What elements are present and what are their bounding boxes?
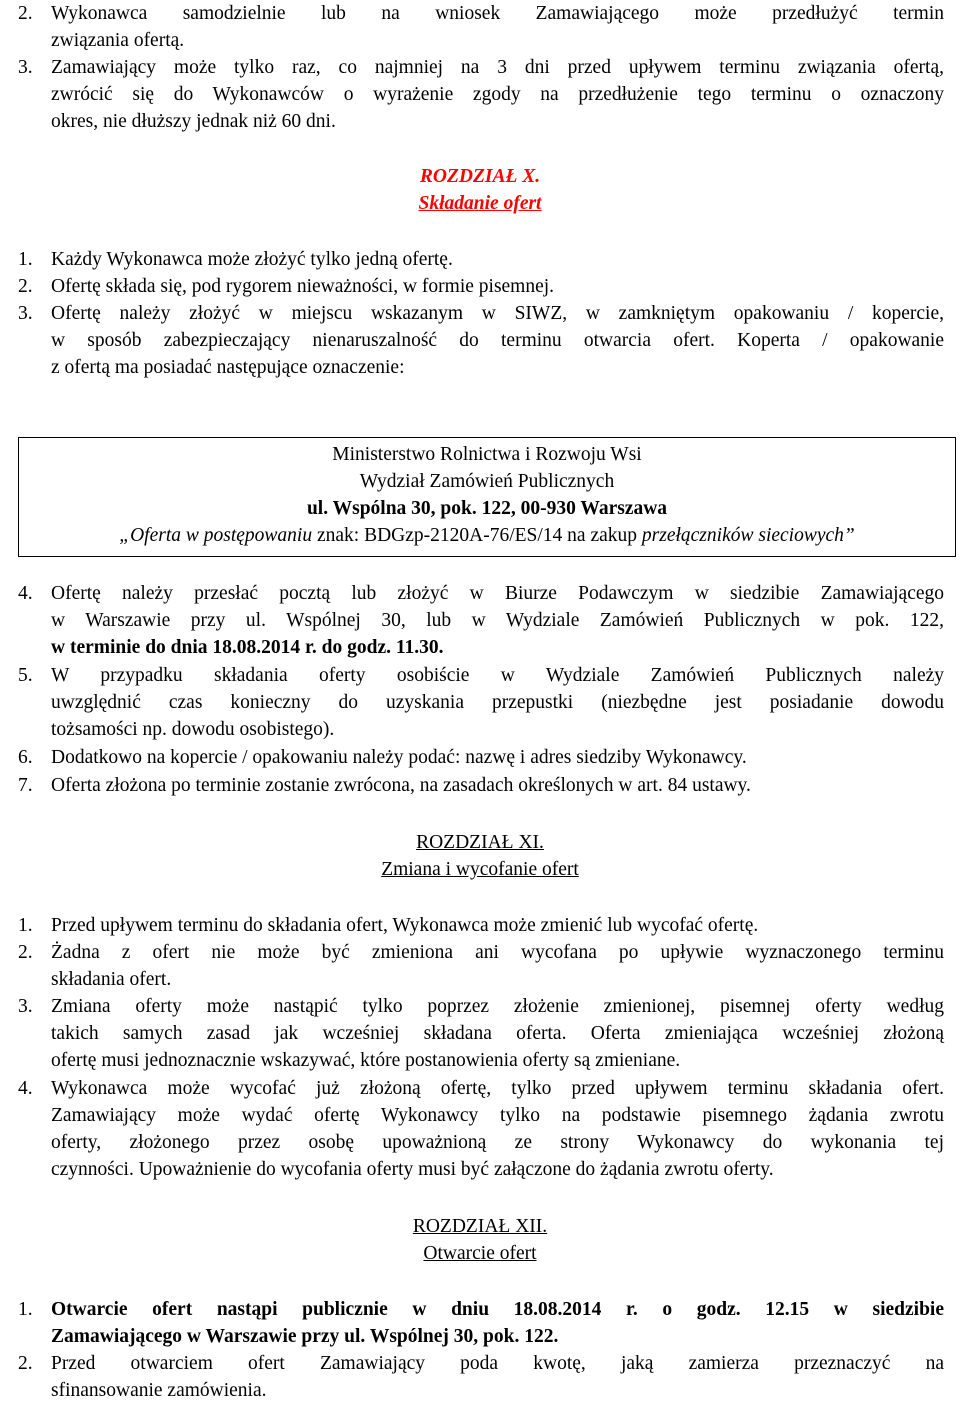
list-item — [18, 1075, 944, 1183]
list-item — [18, 0, 944, 54]
item-number: 7. — [18, 775, 33, 796]
item-text-line: Wykonawca może wycofać już złożoną ofertę, tylko przed upływem terminu składania ofert. — [51, 1078, 944, 1099]
item-text-line: Zamawiający może tylko raz, co najmniej na 3 dni przed upływem terminu związania ofertą, — [51, 57, 944, 78]
item-text-line: zwrócić się do Wykonawców o wyrażenie zgody na przedłużenie tego terminu o oznaczony — [51, 84, 944, 105]
item-text-line: Ofertę należy złożyć w miejscu wskazanym w SIWZ, w zamkniętym opakowaniu / kopercie, — [51, 303, 944, 324]
chapter-title: Składanie ofert — [418, 193, 542, 214]
item-text-line: w Warszawie przy ul. Wspólnej 30, lub w Wydziale Zamówień Publicznych w pok. 122, — [51, 610, 944, 631]
item-text-line: sfinansowanie zamówienia. — [51, 1380, 267, 1401]
item-number: 6. — [18, 747, 33, 768]
envelope-line-ministry: Ministerstwo Rolnictwa i Rozwoju Wsi — [332, 444, 642, 465]
item-text-line: W przypadku składania oferty osobiście w Wydziale Zamówień Publicznych należy — [51, 665, 944, 686]
item-text-line: w sposób zabezpieczający nienaruszalność do terminu otwarcia ofert. Koperta / opakowanie — [51, 330, 944, 351]
item-number: 1. — [18, 249, 33, 270]
item-number: 3. — [18, 996, 33, 1017]
list-item — [18, 54, 944, 135]
item-number: 4. — [18, 583, 33, 604]
item-text-line: Oferta złożona po terminie zostanie zwrócona, na zasadach określonych w art. 84 ustawy. — [51, 775, 751, 796]
item-text-line: Przed upływem terminu do składania ofert, Wykonawca może zmienić lub wycofać ofertę. — [51, 915, 759, 936]
item-text-line: tożsamości np. dowodu osobistego). — [51, 719, 335, 740]
item-text-line: czynności. Upoważnienie do wycofania oferty musi być załączone do żądania zwrotu oferty. — [51, 1159, 774, 1180]
item-number: 2. — [18, 942, 33, 963]
item-number: 2. — [18, 1353, 33, 1374]
item-text-line: Każdy Wykonawca może złożyć tylko jedną ofertę. — [51, 249, 453, 270]
item-text-line: Zamawiającego w Warszawie przy ul. Wspólnej 30, pok. 122. — [51, 1326, 559, 1347]
chapter-number: ROZDZIAŁ XI. — [416, 832, 544, 853]
item-number: 2. — [18, 3, 33, 24]
item-number: 1. — [18, 1299, 33, 1320]
item-text-line: związania ofertą. — [51, 30, 185, 51]
list-item — [18, 300, 944, 381]
open-quote: „ — [119, 525, 131, 546]
chapter-title-wrap — [0, 190, 960, 217]
item-text-line: Dodatkowo na kopercie / opakowaniu należy podać: nazwę i adres siedziby Wykonawcy. — [51, 747, 747, 768]
chapter-title: Otwarcie ofert — [423, 1243, 537, 1264]
list-item — [18, 273, 944, 300]
item-text-line: Wykonawca samodzielnie lub na wniosek Zamawiającego może przedłużyć termin — [51, 3, 944, 24]
chapter-number: ROZDZIAŁ X. — [419, 166, 541, 187]
item-text-line: Ofertę składa się, pod rygorem nieważności, w formie pisemnej. — [51, 276, 555, 297]
item-text-line: w terminie do dnia 18.08.2014 r. do godz. 11.30. — [51, 637, 444, 658]
item-number: 3. — [18, 57, 33, 78]
list-item — [18, 580, 944, 661]
list-item — [18, 912, 944, 939]
close-quote: ” — [843, 525, 855, 546]
list-item — [18, 1296, 944, 1350]
envelope-marking-box — [18, 437, 956, 557]
item-text-line: oferty, złożonego przez osobę upoważnioną ze strony Wykonawcy do wykonania tej — [51, 1132, 944, 1153]
item-number: 4. — [18, 1078, 33, 1099]
item-text-line: Żadna z ofert nie może być zmieniona ani wycofana po upływie wyznaczonego terminu — [51, 942, 944, 963]
item-text-line: Otwarcie ofert nastąpi publicznie w dniu 18.08.2014 r. o godz. 12.15 w siedzibie — [51, 1299, 944, 1320]
list-item — [18, 744, 944, 771]
list-item — [18, 939, 944, 993]
list-item — [18, 246, 944, 273]
item-text-line: Zmiana oferty może nastąpić tylko poprzez złożenie zmienionej, pisemnej oferty według — [51, 996, 944, 1017]
chapter-title-wrap — [0, 1240, 960, 1267]
list-item — [18, 1350, 944, 1404]
offer-subject: przełączników sieciowych — [641, 525, 844, 546]
item-text-line: Ofertę należy przesłać pocztą lub złożyć w Biurze Podawczym w siedzibie Zamawiającego — [51, 583, 944, 604]
chapter-number-wrap — [0, 1213, 960, 1240]
item-text-line: takich samych zasad jak wcześniej składana oferta. Oferta zmieniająca wcześniej złożoną — [51, 1023, 944, 1044]
item-number: 1. — [18, 915, 33, 936]
list-item — [18, 993, 944, 1074]
item-text-line: składania ofert. — [51, 969, 172, 990]
item-text-line: z ofertą ma posiadać następujące oznaczenie: — [51, 357, 405, 378]
offer-reference: znak: BDGzp-2120A-76/ES/14 na zakup — [312, 525, 642, 546]
offer-phrase: Oferta w postępowaniu — [130, 525, 313, 546]
chapter-number-wrap — [0, 829, 960, 856]
item-text-line: ofertę musi jednoznacznie wskazywać, które postanowienia oferty są zmieniane. — [51, 1050, 681, 1071]
list-item — [18, 772, 944, 799]
item-text-line: okres, nie dłuższy jednak niż 60 dni. — [51, 111, 336, 132]
item-text-line: Przed otwarciem ofert Zamawiający poda kwotę, jaką zamierza przeznaczyć na — [51, 1353, 944, 1374]
item-number: 2. — [18, 276, 33, 297]
envelope-line-address: ul. Wspólna 30, pok. 122, 00-930 Warszawa — [306, 498, 668, 519]
list-item — [18, 662, 944, 743]
item-number: 5. — [18, 665, 33, 686]
chapter-title-wrap — [0, 856, 960, 883]
envelope-line-department: Wydział Zamówień Publicznych — [359, 471, 615, 492]
envelope-line-offer — [19, 522, 955, 549]
item-text-line: Zamawiający może wydać ofertę Wykonawcy tylko na podstawie pisemnego żądania zwrotu — [51, 1105, 944, 1126]
item-number: 3. — [18, 303, 33, 324]
chapter-title: Zmiana i wycofanie ofert — [381, 859, 579, 880]
item-text-line: uwzględnić czas konieczny do uzyskania przepustki (niezbędne jest posiadanie dowodu — [51, 692, 944, 713]
chapter-number: ROZDZIAŁ XII. — [412, 1216, 548, 1237]
